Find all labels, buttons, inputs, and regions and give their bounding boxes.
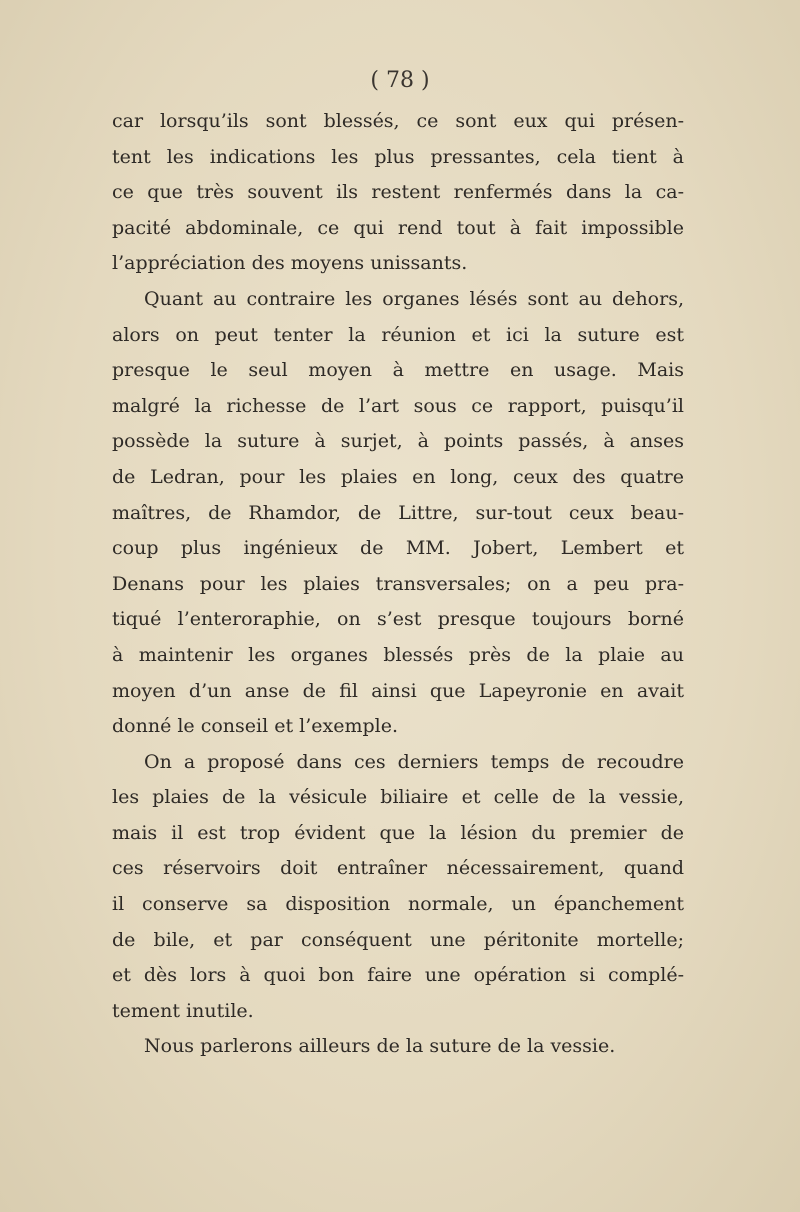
text-line: alors on peut tenter la réunion et ici la suture est <box>112 323 684 346</box>
text-line: de Ledran, pour les plaies en long, ceux des quatre <box>112 465 684 488</box>
text-line: maîtres, de Rhamdor, de Littre, sur-tout ceux beau- <box>112 501 684 524</box>
text-line: tiqué l’enteroraphie, on s’est presque toujours borné <box>112 608 684 631</box>
text-line: car lorsqu’ils sont blessés, ce sont eux qui présen- <box>112 110 684 132</box>
text-line: possède la suture à surjet, à points passés, à anses <box>112 430 684 453</box>
text-line: coup plus ingénieux de MM. Jobert, Lembert et <box>112 537 684 560</box>
text-line: moyen d’un anse de fil ainsi que Lapeyronie en avait <box>112 679 684 702</box>
text-line: à maintenir les organes blessés près de la plaie au <box>112 643 684 666</box>
text-line: Quant au contraire les organes lésés sont au dehors, <box>144 287 684 310</box>
text-line: les plaies de la vésicule biliaire et celle de la vessie, <box>112 786 684 809</box>
text-line: presque le seul moyen à mettre en usage. Mais <box>112 359 684 382</box>
text-line: pacité abdominale, ce qui rend tout à fait impossible <box>112 216 684 239</box>
text-line: tent les indications les plus pressantes, cela tient à <box>112 145 684 168</box>
page-number: ( 78 ) <box>370 68 430 93</box>
text-line: Denans pour les plaies transversales; on a peu pra- <box>112 572 684 595</box>
text-line: malgré la richesse de l’art sous ce rapport, puisqu’il <box>112 394 684 417</box>
text-line: et dès lors à quoi bon faire une opération si complé- <box>112 964 684 987</box>
text-line: il conserve sa disposition normale, un épanchement <box>112 893 684 916</box>
text-line: de bile, et par conséquent une péritonite mortelle; <box>112 928 684 951</box>
text-line: l’appréciation des moyens unissants. <box>112 252 468 275</box>
text-line: tement inutile. <box>112 999 254 1022</box>
text-line: ce que très souvent ils restent renfermés dans la ca- <box>112 181 684 204</box>
text-line: mais il est trop évident que la lésion du premier de <box>112 821 684 844</box>
text-line: On a proposé dans ces derniers temps de recoudre <box>144 750 684 773</box>
text-line: ces réservoirs doit entraîner nécessairement, quand <box>112 857 684 880</box>
text-line: Nous parlerons ailleurs de la suture de la vessie. <box>144 1035 616 1058</box>
body-text <box>112 104 684 1065</box>
text-line: donné le conseil et l’exemple. <box>112 715 399 738</box>
